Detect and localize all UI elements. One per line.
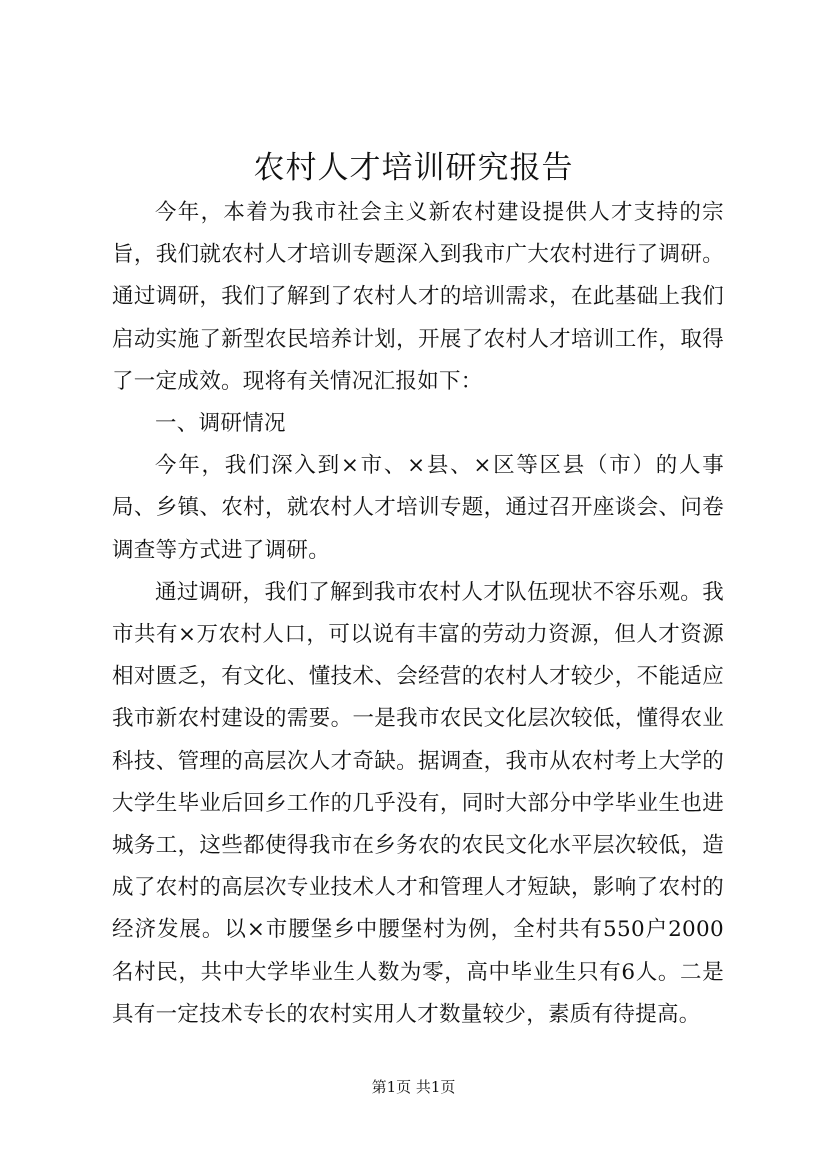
paragraph-intro: 今年，本着为我市社会主义新农村建设提供人才支持的宗旨，我们就农村人才培训专题深入到我市广大农村进行了调研。通过调研，我们了解到了农村人才的培训需求，在此基础上我们启动实施了新型农民培养计划，开展了农村人才培训工作，取得了一定成效。现将有关情况汇报如下：: [112, 200, 724, 394]
paragraph-survey: 今年，我们深入到×市、×县、×区等区县（市）的人事局、乡镇、农村，就农村人才培训专题，通过召开座谈会、问卷调查等方式进了调研。: [112, 453, 724, 563]
document-body: [112, 192, 724, 1036]
paragraph-findings: 通过调研，我们了解到我市农村人才队伍现状不容乐观。我市共有×万农村人口，可以说有丰富的劳动力资源，但人才资源相对匮乏，有文化、懂技术、会经营的农村人才较少，不能适应我市新农村建设的需要。一是我市农民文化层次较低，懂得农业科技、管理的高层次人才奇缺。据调查，我市从农村考上大学的大学生毕业后回乡工作的几乎没有，同时大部分中学毕业生也进城务工，这些都使得我市在乡务农的农民文化水平层次较低，造成了农村的高层次专业技术人才和管理人才短缺，影响了农村的经济发展。以×市腰堡乡中腰堡村为例，全村共有550户2000名村民，共中大学毕业生人数为零，高中毕业生只有6人。二是具有一定技术专长的农村实用人才数量较少，素质有待提高。: [112, 579, 724, 1027]
section-heading: 一、调研情况: [155, 411, 286, 437]
document-title: 农村人才培训研究报告: [253, 150, 574, 186]
page-footer: 第1页 共1页: [371, 1078, 456, 1096]
